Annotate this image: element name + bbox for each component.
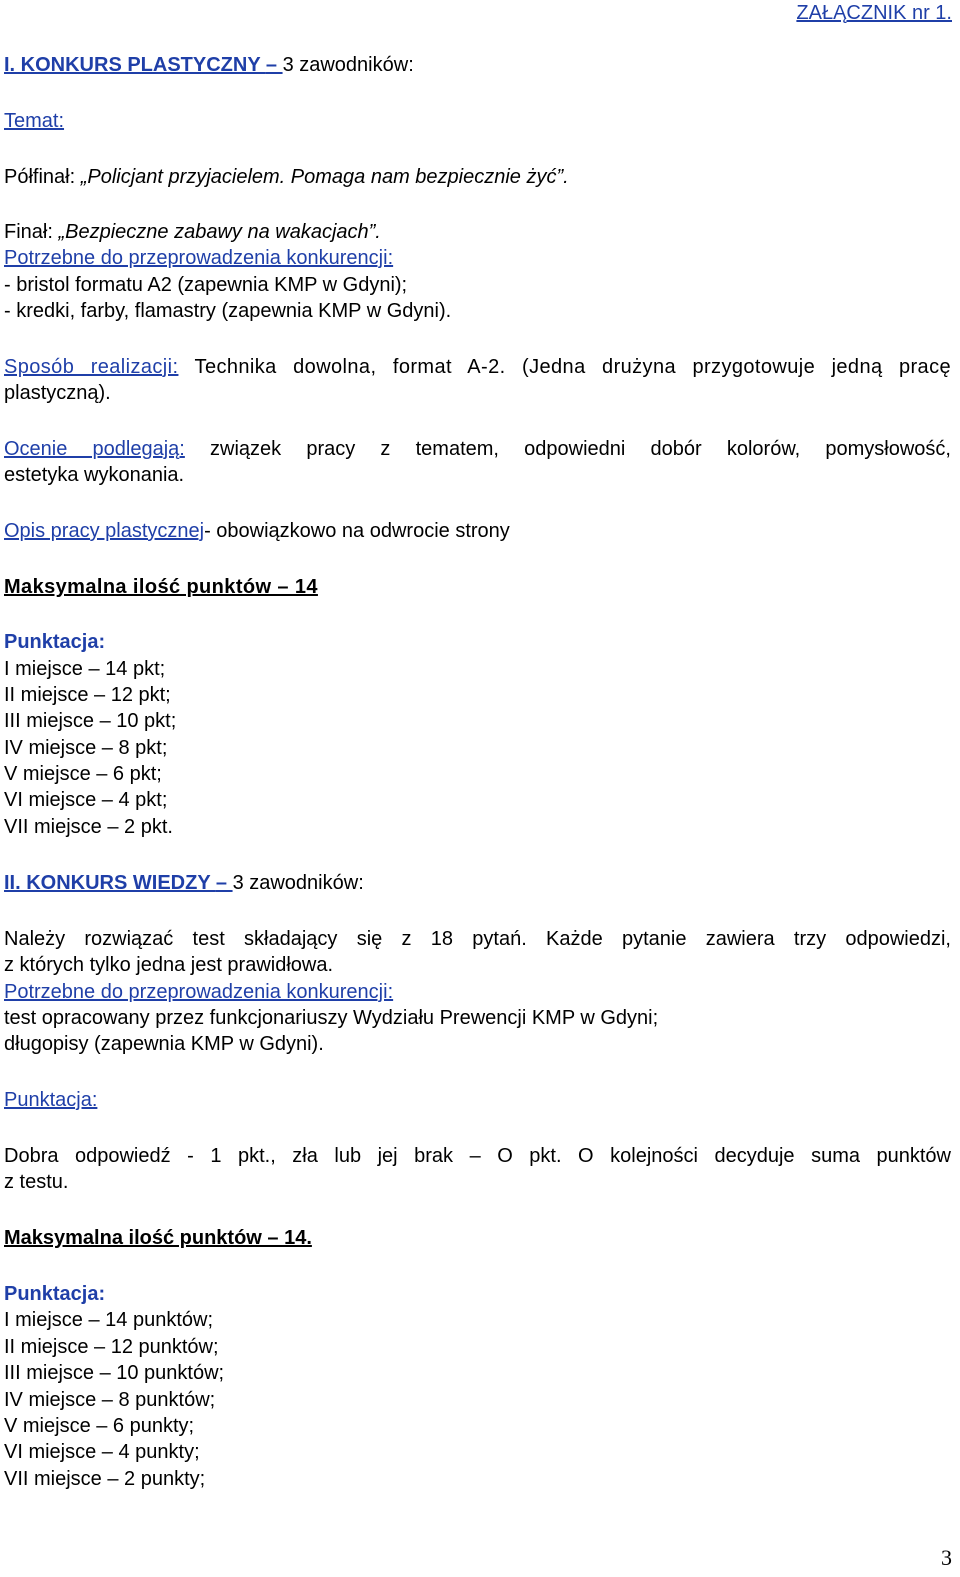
s2-intro: Należy rozwiązać test składający się z 18 pytań. Każde pytanie zawiera trzy odpowiedzi, <box>4 928 951 950</box>
s2-needed-label: Potrzebne do przeprowadzenia konkurencji: <box>4 981 394 1003</box>
s2-scoring-item: III miejsce – 10 punktów; <box>4 1362 225 1384</box>
section1-dash: – <box>265 54 283 76</box>
s1-scoring-item: VI miejsce – 4 pkt; <box>4 789 168 811</box>
s1-scoring-item: II miejsce – 12 pkt; <box>4 684 171 706</box>
s1-max-points: Maksymalna ilość punktów – 14 <box>4 576 318 598</box>
final-topic: „Bezpieczne zabawy na wakacjach”. <box>58 221 381 243</box>
final-label: Finał: <box>4 221 59 243</box>
method-text: Technika dowolna, format A-2. (Jedna drużyna przygotowuje jedną pracę <box>178 356 951 378</box>
final-line <box>4 219 381 245</box>
s1-needed-label: Potrzebne do przeprowadzenia konkurencji: <box>4 247 394 269</box>
s2-answer-rule: Dobra odpowiedź - 1 pkt., zła lub jej brak – O pkt. O kolejności decyduje suma punktów <box>4 1145 951 1167</box>
s2-needed-item: długopisy (zapewnia KMP w Gdyni). <box>4 1033 324 1055</box>
rating-line <box>4 436 951 462</box>
description-label: Opis pracy plastycznej <box>4 520 205 542</box>
rating-label: Ocenie podlegają: <box>4 438 185 460</box>
section2-dash: – <box>215 872 233 894</box>
semifinal-label: Półfinał: <box>4 166 81 188</box>
s2-scoring-item: I miejsce – 14 punktów; <box>4 1309 213 1331</box>
s2-needed-item: test opracowany przez funkcjonariuszy Wydziału Prewencji KMP w Gdyni; <box>4 1007 659 1029</box>
section1-title: I. KONKURS PLASTYCZNY <box>4 54 266 76</box>
semifinal-line <box>4 164 569 190</box>
annex-label: ZAŁĄCZNIK nr 1. <box>796 2 952 24</box>
topic-label: Temat: <box>4 110 65 132</box>
s2-scoring-label-2: Punktacja: <box>4 1283 106 1305</box>
s1-scoring-item: III miejsce – 10 pkt; <box>4 710 177 732</box>
description-text: - obowiązkowo na odwrocie strony <box>204 520 510 542</box>
section1-heading <box>4 52 414 78</box>
method-text-cont: plastyczną). <box>4 382 111 404</box>
s2-scoring-item: IV miejsce – 8 punktów; <box>4 1389 216 1411</box>
s2-scoring-label-1: Punktacja: <box>4 1089 98 1111</box>
section2-participants: 3 zawodników: <box>232 872 364 894</box>
description-line <box>4 518 510 544</box>
s1-scoring-item: I miejsce – 14 pkt; <box>4 658 166 680</box>
s1-scoring-item: VII miejsce – 2 pkt. <box>4 816 173 838</box>
s2-answer-rule-cont: z testu. <box>4 1171 69 1193</box>
s2-intro-cont: z których tylko jedna jest prawidłowa. <box>4 954 334 976</box>
s2-scoring-item: VII miejsce – 2 punkty; <box>4 1468 206 1490</box>
s2-scoring-item: VI miejsce – 4 punkty; <box>4 1441 200 1463</box>
s1-needed-item: - bristol formatu A2 (zapewnia KMP w Gdyni); <box>4 274 408 296</box>
s2-max-points: Maksymalna ilość punktów – 14. <box>4 1227 312 1249</box>
s1-scoring-item: IV miejsce – 8 pkt; <box>4 737 168 759</box>
page-number: 3 <box>941 1545 952 1570</box>
s2-scoring-item: II miejsce – 12 punktów; <box>4 1336 219 1358</box>
section2-title: II. KONKURS WIEDZY <box>4 872 216 894</box>
semifinal-topic: „Policjant przyjacielem. Pomaga nam bezpiecznie żyć”. <box>80 166 569 188</box>
s1-scoring-label: Punktacja: <box>4 631 106 653</box>
rating-text-cont: estetyka wykonania. <box>4 464 185 486</box>
method-line <box>4 354 951 380</box>
rating-text: związek pracy z tematem, odpowiedni dobór kolorów, pomysłowość, <box>184 438 951 460</box>
s1-scoring-item: V miejsce – 6 pkt; <box>4 763 162 785</box>
s1-needed-item: - kredki, farby, flamastry (zapewnia KMP w Gdyni). <box>4 300 452 322</box>
section2-heading <box>4 870 364 896</box>
section1-participants: 3 zawodników: <box>282 54 414 76</box>
method-label: Sposób realizacji: <box>4 356 179 378</box>
s2-scoring-item: V miejsce – 6 punkty; <box>4 1415 195 1437</box>
